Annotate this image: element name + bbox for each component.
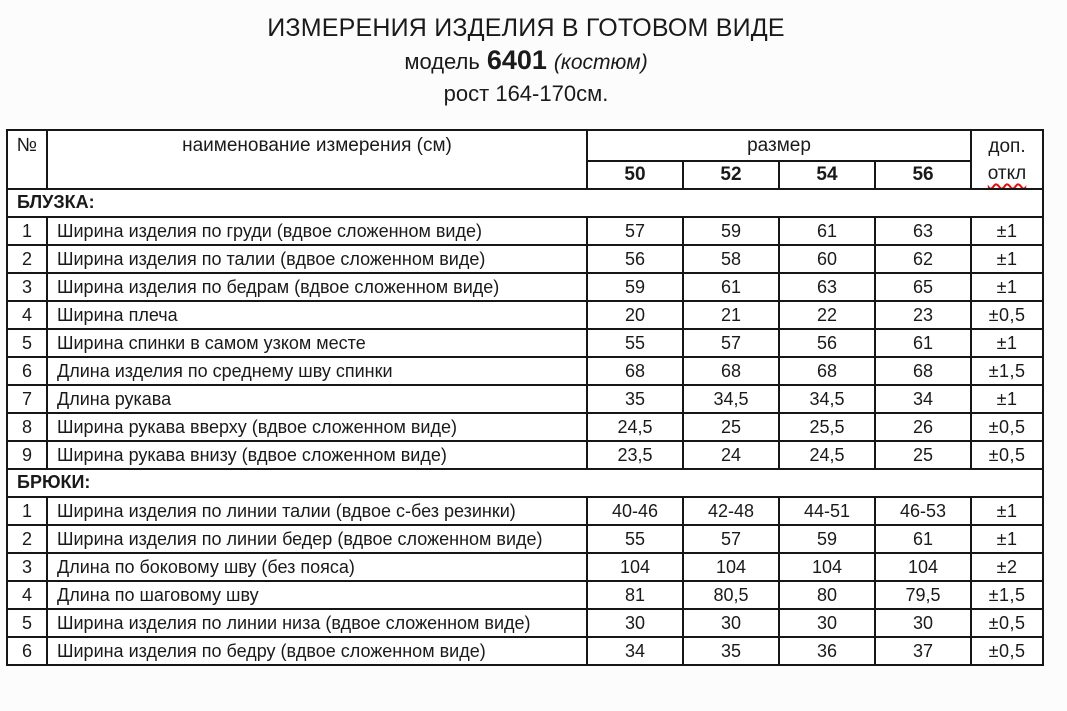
row-number: 2 bbox=[7, 525, 47, 553]
size-value: 30 bbox=[683, 609, 779, 637]
size-value: 104 bbox=[683, 553, 779, 581]
measurement-name: Ширина рукава вверху (вдвое сложенном виде) bbox=[47, 413, 587, 441]
tolerance-value: ±1,5 bbox=[971, 581, 1043, 609]
title-block bbox=[8, 0, 1044, 108]
size-value: 61 bbox=[875, 525, 971, 553]
tolerance-value: ±0,5 bbox=[971, 637, 1043, 665]
tolerance-value: ±1 bbox=[971, 385, 1043, 413]
row-number: 4 bbox=[7, 581, 47, 609]
size-value: 30 bbox=[875, 609, 971, 637]
column-header-size-52: 52 bbox=[683, 161, 779, 189]
size-value: 104 bbox=[779, 553, 875, 581]
row-number: 6 bbox=[7, 637, 47, 665]
table-header bbox=[7, 130, 1043, 189]
size-value: 59 bbox=[587, 273, 683, 301]
column-header-size-50: 50 bbox=[587, 161, 683, 189]
size-value: 23 bbox=[875, 301, 971, 329]
tolerance-value: ±1 bbox=[971, 497, 1043, 525]
tolerance-value: ±1 bbox=[971, 217, 1043, 245]
size-value: 59 bbox=[779, 525, 875, 553]
size-value: 57 bbox=[683, 329, 779, 357]
measure-row bbox=[7, 273, 1043, 301]
page-title: ИЗМЕРЕНИЯ ИЗДЕЛИЯ В ГОТОВОМ ВИДЕ bbox=[267, 14, 785, 42]
size-value: 62 bbox=[875, 245, 971, 273]
measure-row bbox=[7, 637, 1043, 665]
measurement-name: Длина по боковому шву (без пояса) bbox=[47, 553, 587, 581]
row-number: 6 bbox=[7, 357, 47, 385]
size-value: 63 bbox=[779, 273, 875, 301]
row-number: 3 bbox=[7, 273, 47, 301]
measurement-name: Ширина плеча bbox=[47, 301, 587, 329]
size-value: 36 bbox=[779, 637, 875, 665]
row-number: 1 bbox=[7, 217, 47, 245]
size-value: 68 bbox=[875, 357, 971, 385]
table-body bbox=[7, 189, 1043, 665]
tolerance-value: ±0,5 bbox=[971, 609, 1043, 637]
row-number: 9 bbox=[7, 441, 47, 469]
measure-row bbox=[7, 385, 1043, 413]
size-value: 24 bbox=[683, 441, 779, 469]
size-value: 57 bbox=[587, 217, 683, 245]
size-value: 81 bbox=[587, 581, 683, 609]
size-value: 40-46 bbox=[587, 497, 683, 525]
tolerance-header-line1: доп. bbox=[988, 136, 1026, 157]
size-value: 34,5 bbox=[683, 385, 779, 413]
tolerance-value: ±1 bbox=[971, 273, 1043, 301]
size-value: 68 bbox=[683, 357, 779, 385]
column-header-name: наименование измерения (см) bbox=[47, 130, 587, 189]
model-prefix: модель bbox=[404, 49, 480, 74]
model-number: 6401 bbox=[486, 45, 547, 75]
size-value: 26 bbox=[875, 413, 971, 441]
column-header-size-54: 54 bbox=[779, 161, 875, 189]
size-value: 46-53 bbox=[875, 497, 971, 525]
measure-row bbox=[7, 357, 1043, 385]
size-value: 25,5 bbox=[779, 413, 875, 441]
size-value: 23,5 bbox=[587, 441, 683, 469]
column-header-size-group: размер bbox=[587, 130, 971, 161]
size-value: 56 bbox=[779, 329, 875, 357]
measure-row bbox=[7, 525, 1043, 553]
measurement-name: Ширина изделия по бедру (вдвое сложенном виде) bbox=[47, 637, 587, 665]
size-value: 57 bbox=[683, 525, 779, 553]
size-value: 30 bbox=[587, 609, 683, 637]
section-label: БРЮКИ: bbox=[7, 469, 1043, 497]
size-value: 56 bbox=[587, 245, 683, 273]
row-number: 3 bbox=[7, 553, 47, 581]
size-value: 34 bbox=[587, 637, 683, 665]
measure-row bbox=[7, 217, 1043, 245]
size-value: 55 bbox=[587, 329, 683, 357]
size-value: 34 bbox=[875, 385, 971, 413]
size-value: 24,5 bbox=[587, 413, 683, 441]
tolerance-value: ±1 bbox=[971, 525, 1043, 553]
size-value: 21 bbox=[683, 301, 779, 329]
size-value: 25 bbox=[683, 413, 779, 441]
measurement-name: Ширина рукава внизу (вдвое сложенном виде) bbox=[47, 441, 587, 469]
measure-row bbox=[7, 413, 1043, 441]
size-value: 68 bbox=[779, 357, 875, 385]
tolerance-value: ±1 bbox=[971, 329, 1043, 357]
row-number: 7 bbox=[7, 385, 47, 413]
row-number: 2 bbox=[7, 245, 47, 273]
section-row bbox=[7, 189, 1043, 217]
row-number: 1 bbox=[7, 497, 47, 525]
size-value: 55 bbox=[587, 525, 683, 553]
tolerance-value: ±0,5 bbox=[971, 413, 1043, 441]
model-note: (костюм) bbox=[553, 51, 648, 74]
header-row-1 bbox=[7, 130, 1043, 161]
size-value: 68 bbox=[587, 357, 683, 385]
measurement-name: Длина рукава bbox=[47, 385, 587, 413]
size-value: 25 bbox=[875, 441, 971, 469]
section-label: БЛУЗКА: bbox=[7, 189, 1043, 217]
measure-row bbox=[7, 441, 1043, 469]
column-header-size-56: 56 bbox=[875, 161, 971, 189]
size-value: 20 bbox=[587, 301, 683, 329]
size-value: 44-51 bbox=[779, 497, 875, 525]
measure-row bbox=[7, 497, 1043, 525]
measurement-name: Ширина изделия по линии бедер (вдвое сложенном виде) bbox=[47, 525, 587, 553]
size-value: 104 bbox=[587, 553, 683, 581]
measurement-name: Ширина изделия по груди (вдвое сложенном виде) bbox=[47, 217, 587, 245]
measurement-name: Длина по шаговому шву bbox=[47, 581, 587, 609]
tolerance-value: ±0,5 bbox=[971, 441, 1043, 469]
size-value: 79,5 bbox=[875, 581, 971, 609]
size-value: 104 bbox=[875, 553, 971, 581]
column-header-tolerance bbox=[971, 130, 1043, 189]
row-number: 5 bbox=[7, 609, 47, 637]
tolerance-header-line2-misspell-underline: откл bbox=[987, 163, 1027, 184]
size-value: 61 bbox=[779, 217, 875, 245]
measure-row bbox=[7, 245, 1043, 273]
size-value: 80,5 bbox=[683, 581, 779, 609]
measure-row bbox=[7, 581, 1043, 609]
size-value: 59 bbox=[683, 217, 779, 245]
size-value: 24,5 bbox=[779, 441, 875, 469]
row-number: 4 bbox=[7, 301, 47, 329]
measurement-name: Длина изделия по среднему шву спинки bbox=[47, 357, 587, 385]
measure-row bbox=[7, 329, 1043, 357]
measurement-name: Ширина изделия по линии низа (вдвое сложенном виде) bbox=[47, 609, 587, 637]
row-number: 5 bbox=[7, 329, 47, 357]
measurement-name: Ширина спинки в самом узком месте bbox=[47, 329, 587, 357]
measure-row bbox=[7, 609, 1043, 637]
model-line bbox=[8, 44, 1044, 79]
tolerance-value: ±0,5 bbox=[971, 301, 1043, 329]
measurement-name: Ширина изделия по линии талии (вдвое с-без резинки) bbox=[47, 497, 587, 525]
size-value: 35 bbox=[587, 385, 683, 413]
size-value: 35 bbox=[683, 637, 779, 665]
tolerance-value: ±1,5 bbox=[971, 357, 1043, 385]
size-value: 42-48 bbox=[683, 497, 779, 525]
section-row bbox=[7, 469, 1043, 497]
measurement-name: Ширина изделия по бедрам (вдвое сложенном виде) bbox=[47, 273, 587, 301]
size-value: 37 bbox=[875, 637, 971, 665]
size-value: 60 bbox=[779, 245, 875, 273]
size-value: 22 bbox=[779, 301, 875, 329]
tolerance-value: ±2 bbox=[971, 553, 1043, 581]
measure-row bbox=[7, 553, 1043, 581]
row-number: 8 bbox=[7, 413, 47, 441]
measurement-name: Ширина изделия по талии (вдвое сложенном виде) bbox=[47, 245, 587, 273]
column-header-number: № bbox=[7, 130, 47, 189]
size-value: 80 bbox=[779, 581, 875, 609]
size-value: 30 bbox=[779, 609, 875, 637]
measure-row bbox=[7, 301, 1043, 329]
tolerance-value: ±1 bbox=[971, 245, 1043, 273]
size-value: 61 bbox=[875, 329, 971, 357]
measurements-table bbox=[6, 129, 1044, 666]
height-line: рост 164-170см. bbox=[443, 81, 609, 106]
size-value: 34,5 bbox=[779, 385, 875, 413]
size-value: 58 bbox=[683, 245, 779, 273]
size-value: 65 bbox=[875, 273, 971, 301]
size-value: 61 bbox=[683, 273, 779, 301]
size-value: 63 bbox=[875, 217, 971, 245]
